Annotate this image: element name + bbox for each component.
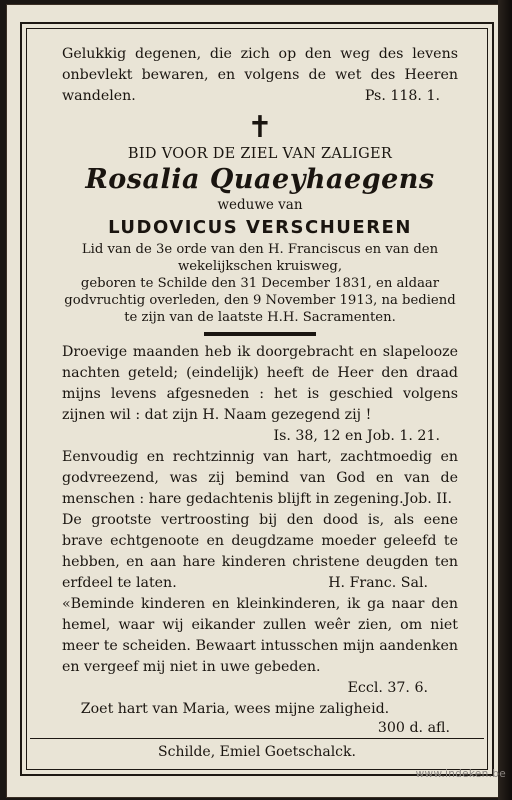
quote4-reference: Eccl. 37. 6.: [347, 680, 428, 696]
indulgence-note: 300 d. afl.: [377, 720, 450, 736]
site-watermark: www.indeken.be: [415, 768, 506, 780]
closing-prayer: Zoet hart van Maria, wees mijne zaligheid.: [80, 701, 390, 717]
quote2-reference: Job. II.: [403, 491, 452, 507]
divider-bar: [204, 332, 316, 336]
quote2-text: Eenvoudig en rechtzinnig van hart, zachtmoedig en godvreezend, was zij bemind van God en van de menschen : hare gedachtenis blijft in zegening.: [62, 449, 458, 507]
verse-top-text: Gelukkig degenen, die zich op den weg des levens onbevlekt bewaren, en volgens de wet des Heeren wandelen.: [62, 46, 458, 104]
card-content: [62, 44, 458, 739]
widow-of-label: weduwe van: [217, 197, 303, 213]
quote1-reference: Is. 38, 12 en Job. 1. 21.: [273, 428, 440, 444]
scan-edge-shadow: [498, 0, 512, 800]
quote1-text: Droevige maanden heb ik doorgebracht en slapelooze nachten geteld; (eindelijk) heeft de Heer den draad mijns levens afgesneden : het is geschied volgens zijnen wil : dat zijn H. Naam gezegend zij !: [62, 344, 458, 423]
cross-icon: ✝: [247, 110, 273, 145]
life-dates-text: geboren te Schilde den 31 December 1831, en aldaar godvruchtig overleden, den 9 November 1913, na bediend te zijn van de laatste H.H. Sacramenten.: [64, 276, 456, 325]
verse-top-reference: Ps. 118. 1.: [364, 88, 440, 104]
quote3-text: De grootste vertroosting bij den dood is, als eene brave echtgenoote en deugdzame moeder geleefd te hebben, en aan hare kinderen christene deugden ten erfdeel te laten.: [62, 512, 458, 591]
membership-text: Lid van de 3e orde van den H. Franciscus en van den wekelijkschen kruisweg,: [81, 242, 439, 274]
quote4-text: «Beminde kinderen en kleinkinderen, ik ga naar den hemel, waar wij eikander zullen weêr zien, om niet meer te scheiden. Bewaart intusschen mijn aandenken en vergeef mij niet in uwe gebeden.: [62, 596, 458, 675]
deceased-name: Rosalia Quaeyhaegens: [85, 164, 435, 195]
quote3-reference: H. Franc. Sal.: [328, 575, 428, 591]
prayer-heading: BID VOOR DE ZIEL VAN ZALIGER: [127, 146, 393, 162]
husband-name: LUDOVICUS VERSCHUEREN: [108, 217, 412, 238]
printer-credit: Schilde, Emiel Goetschalck.: [158, 744, 356, 760]
footer-divider: [30, 738, 484, 739]
